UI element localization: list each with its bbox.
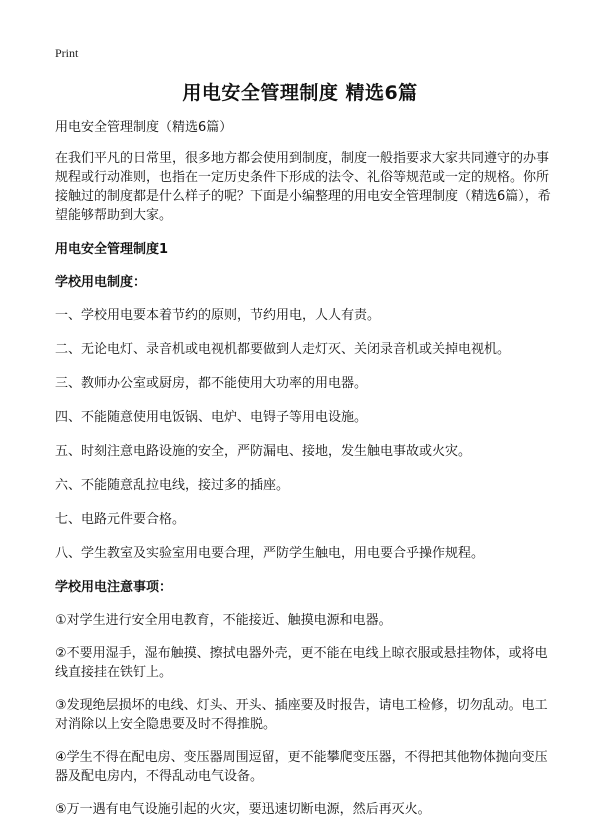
print-label: Print — [55, 46, 79, 60]
rule-item: 六、不能随意乱拉电线，接过多的插座。 — [55, 478, 290, 493]
note-item: ⑤万一遇有电气设施引起的火灾，要迅速切断电源，然后再灭火。 — [55, 802, 431, 817]
rule-item: 八、学生教室及实验室用电要合理，严防学生触电，用电要合乎操作规程。 — [55, 546, 485, 561]
note-item: ②不要用湿手，湿布触摸、擦拭电器外壳，更不能在电线上晾衣服或悬挂物体，或将电线直接挂在铁钉上。 — [55, 646, 548, 680]
document-body — [55, 118, 551, 833]
rules-heading: 学校用电制度： — [55, 275, 147, 290]
rule-item: 五、时刻注意电路设施的安全，严防漏电、接地，发生触电事故或火灾。 — [55, 444, 472, 459]
rule-item: 四、不能随意使用电饭锅、电炉、电锝子等用电设施。 — [55, 410, 368, 425]
section-heading: 用电安全管理制度1 — [55, 242, 169, 257]
note-item: ①对学生进行安全用电教育，不能接近、触摸电源和电器。 — [55, 613, 392, 628]
note-item: ③发现绝层损坏的电线、灯头、开头、插座要及时报告，请电工检修，切勿乱动。电工对消除以上安全隐患要及时不得推脱。 — [55, 698, 548, 732]
rule-item: 三、教师办公室或厨房，都不能使用大功率的用电器。 — [55, 376, 368, 391]
rule-item: 七、电路元件要合格。 — [55, 512, 186, 527]
document-subtitle: 用电安全管理制度（精选6篇） — [55, 120, 233, 135]
rule-item: 二、无论电灯、录音机或电视机都要做到人走灯灭、关闭录音机或关掉电视机。 — [55, 342, 511, 357]
intro-paragraph: 在我们平凡的日常里，很多地方都会使用到制度，制度一般指要求大家共同遵守的办事规程或行动准则，也指在一定历史条件下形成的法令、礼俗等规范或一定的规格。你所接触过的制度都是什么样子的呢？下面是小编整理的用电安全管理制度（精选6篇），希望能够帮助到大家。 — [55, 151, 551, 223]
page-title: 用电安全管理制度 精选6篇 — [182, 82, 418, 104]
rule-item: 一、学校用电要本着节约的原则，节约用电，人人有责。 — [55, 308, 381, 323]
notes-heading: 学校用电注意事项： — [55, 580, 173, 595]
note-item: ④学生不得在配电房、变压器周围逗留，更不能攀爬变压器，不得把其他物体抛向变压器及配电房内，不得乱动电气设备。 — [55, 750, 548, 784]
